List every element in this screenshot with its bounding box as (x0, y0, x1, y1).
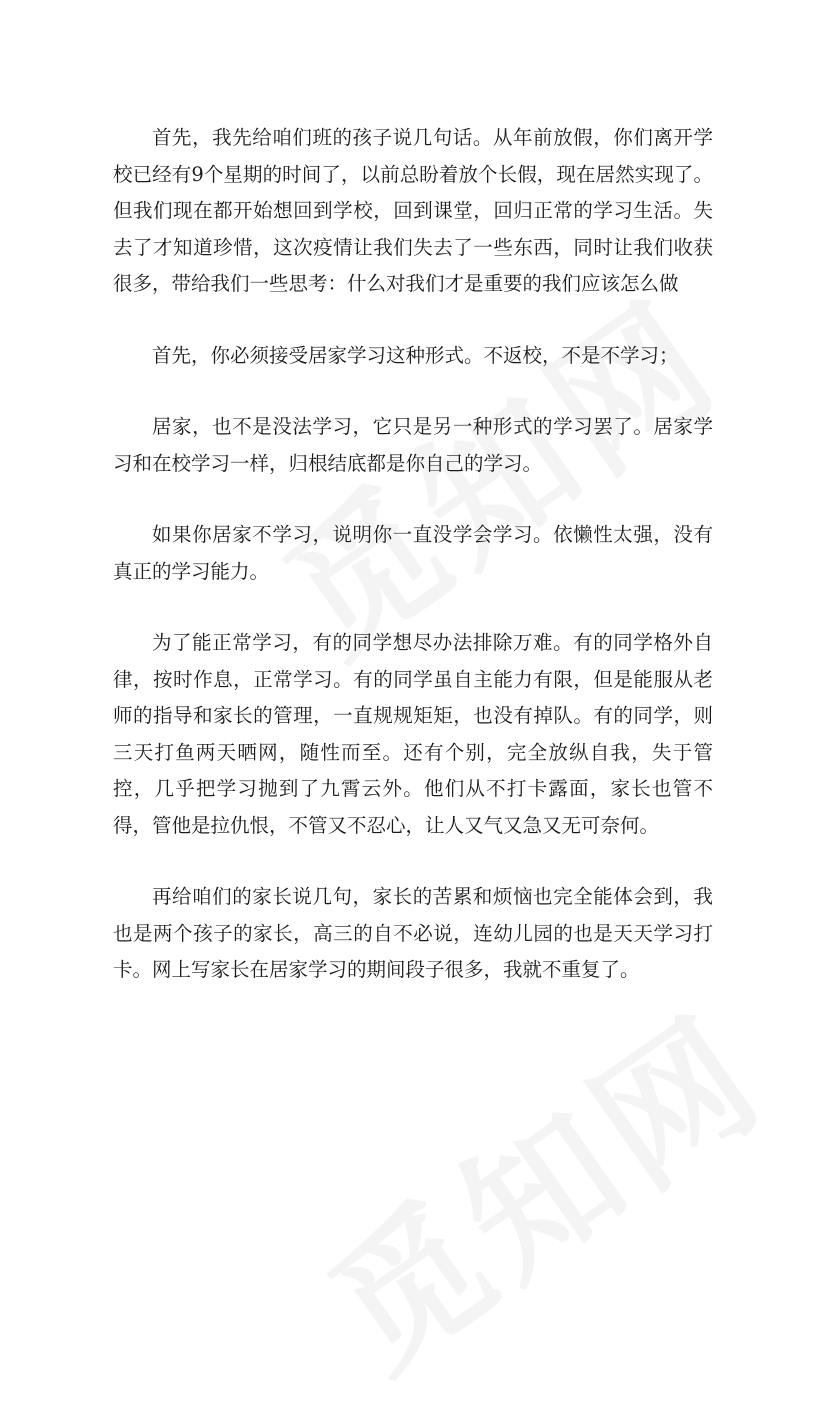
paragraph-3: 居家，也不是没法学习，它只是另一种形式的学习罢了。居家学习和在校学习一样，归根结底都是你自己的学习。 (113, 415, 713, 475)
document-body (113, 120, 713, 1024)
paragraph-6: 再给咱们的家长说几句，家长的苦累和烦恼也完全能体会到，我也是两个孩子的家长，高三的自不必说，连幼儿园的也是天天学习打卡。网上写家长在居家学习的期间段子很多，我就不重复了。 (113, 885, 713, 981)
paragraph-4: 如果你居家不学习，说明你一直没学会学习。依懒性太强，没有真正的学习能力。 (113, 523, 713, 583)
watermark-logo (281, 957, 798, 1409)
paragraph-2: 首先，你必须接受居家学习这种形式。不返校，不是不学习； (152, 343, 679, 367)
paragraph-5: 为了能正常学习，有的同学想尽办法排除万难。有的同学格外自律，按时作息，正常学习。有的同学虽自主能力有限，但是能服从老师的指导和家长的管理，一直规规矩矩，也没有掉队。有的同学，则三天打鱼两天晒网，随性而至。还有个别，完全放纵自我，失于管控，几乎把学习抛到了九霄云外。他们从不打卡露面，家长也管不得，管他是拉仇恨，不管又不忍心，让人又气又急又无可奈何。 (113, 631, 713, 837)
paragraph-1: 首先，我先给咱们班的孩子说几句话。从年前放假，你们离开学校已经有9个星期的时间了，以前总盼着放个长假，现在居然实现了。但我们现在都开始想回到学校，回到课堂，回归正常的学习生活。失去了才知道珍惜，这次疫情让我们失去了一些东西，同时让我们收获很多，带给我们一些思考：什么对我们才是重要的我们应该怎么做 (113, 126, 713, 295)
